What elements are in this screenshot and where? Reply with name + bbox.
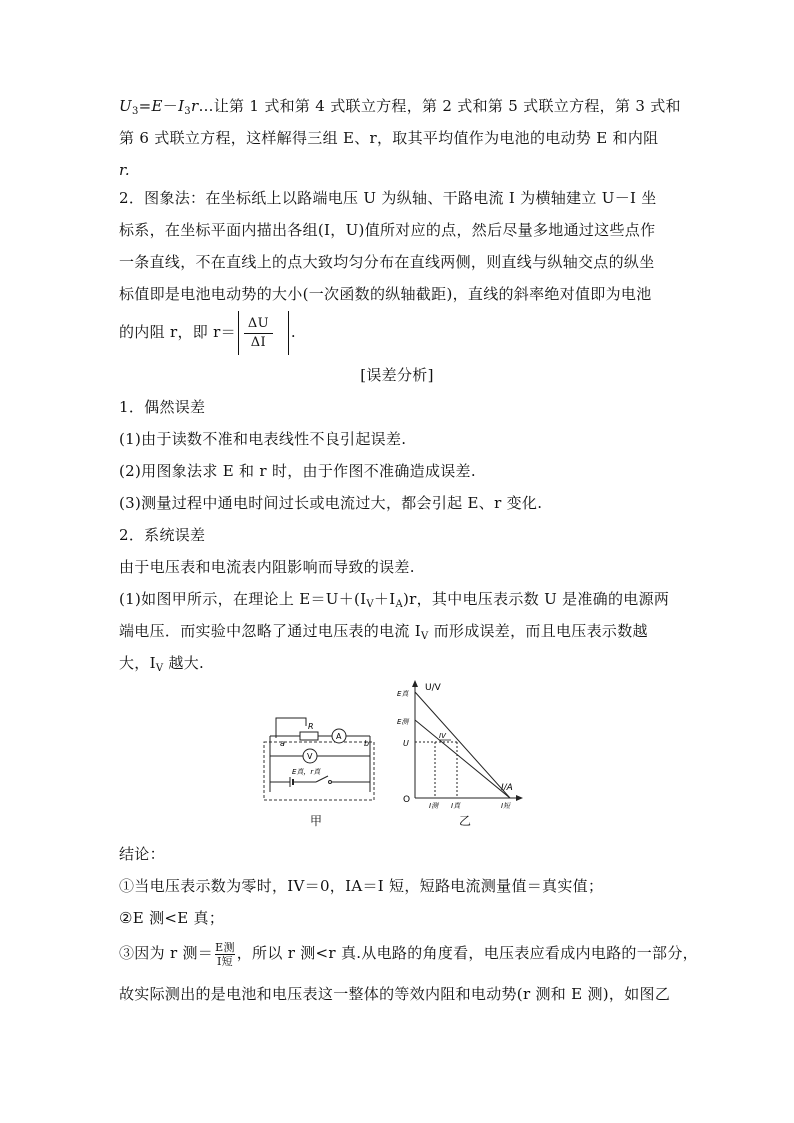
symbol-E: E (151, 97, 163, 115)
caption-a: 甲 (310, 814, 323, 828)
symbol-U: U (119, 97, 132, 115)
para2-line1: 2．图象法：在坐标纸上以路端电压 U 为纵轴、干路电流 I 为横轴建立 U－I 坐 (119, 189, 657, 207)
measured-line (415, 720, 510, 798)
subscript: V (155, 663, 164, 674)
fraction-dU-dI (244, 315, 273, 352)
conclusion-4: 故实际测出的是电池和电压表这一整体的等效内阻和电动势(r 测和 E 测)，如图乙 (119, 985, 671, 1003)
para1-line1 (119, 95, 681, 123)
para1-line2: 第 6 式联立方程，这样解得三组 E、r，取其平均值作为电池的电动势 E 和内阻 (119, 129, 659, 147)
text: ③因为 r 测＝ (119, 944, 214, 962)
circuit-diagram (258, 712, 380, 804)
denominator: ΔI (250, 334, 266, 350)
para2-line2: 标系，在坐标平面内描出各组(I，U)值所对应的点，然后尽量多地通过这些点作 (119, 221, 656, 239)
text: 越大. (163, 654, 205, 672)
text: 大，I (119, 654, 156, 672)
resistor-R (300, 732, 318, 740)
error-item-3: (3)测量过程中通电时间过长或电流过大，都会引起 E、r 变化. (119, 494, 543, 512)
subscript: V (421, 631, 429, 642)
para2-line4: 标值即是电池电动势的大小(一次函数的纵轴截距)，直线的斜率绝对值即为电池 (119, 285, 652, 303)
label-source: E真，r真 (292, 768, 321, 776)
true-line (415, 692, 510, 798)
text: (1)如图甲所示，在理论上 E＝U＋(I (119, 590, 367, 608)
error-item-2: (2)用图象法求 E 和 r 时，由于作图不准确造成误差. (119, 462, 476, 480)
text: ，所以 r 测<r 真.从电路的角度看，电压表应看成内电路的一部分， (236, 944, 698, 962)
label-a: a (280, 739, 285, 748)
label-R: R (308, 722, 314, 731)
E-true-label: E真 (397, 690, 409, 698)
subscript: V (366, 599, 374, 610)
system-error-line2 (119, 620, 648, 648)
equals: = (138, 97, 152, 115)
heading-system-error: 2．系统误差 (119, 526, 206, 544)
text: 而形成误差，而且电压表示数越 (428, 622, 648, 640)
period: . (290, 323, 296, 341)
section-title: [误差分析] (360, 366, 434, 384)
text: 的内阻 r，即 r＝ (119, 323, 236, 341)
text: …让第 1 式和第 4 式联立方程，第 2 式和第 5 式联立方程，第 3 式和 (198, 97, 681, 115)
label-V: V (307, 752, 313, 761)
switch (316, 776, 328, 782)
denominator: I短 (216, 954, 233, 968)
conclusion-3 (119, 935, 698, 971)
symbol-I: I (178, 97, 185, 115)
E-meas-label: E测 (397, 718, 409, 726)
subscript: 3 (184, 106, 191, 117)
caption-b: 乙 (459, 814, 472, 828)
heading-random-error: 1．偶然误差 (119, 398, 206, 416)
fraction-E-over-I (215, 941, 235, 968)
text: )r，其中电压表示数 U 是准确的电源两 (402, 590, 670, 608)
system-error-intro: 由于电压表和电流表内阻影响而导致的误差. (119, 558, 415, 576)
error-item-1: (1)由于读数不准和电表线性不良引起误差. (119, 430, 407, 448)
text: 端电压．而实验中忽略了通过电压表的电流 I (119, 622, 421, 640)
para2-line3: 一条直线，不在直线上的点大致均匀分布在直线两侧，则直线与纵轴交点的纵坐 (119, 253, 655, 271)
para2-line5 (119, 308, 296, 356)
x-axis-label: I/A (501, 783, 513, 793)
numerator: E测 (215, 940, 235, 954)
I-short-label: I短 (501, 802, 511, 810)
numerator: ΔU (244, 315, 273, 334)
system-error-line3 (119, 652, 204, 680)
conclusion-title: 结论： (119, 845, 165, 863)
Iv-label: IV (439, 732, 446, 740)
switch-contact (329, 781, 332, 784)
abs-bar-right (288, 311, 289, 355)
system-error-line1 (119, 588, 669, 616)
y-arrow (412, 680, 418, 687)
conclusion-1: ①当电压表示数为零时，IV＝0，IA＝I 短，短路电流测量值＝真实值； (119, 877, 604, 895)
y-axis-label: U/V (425, 683, 441, 693)
subscript: 3 (131, 106, 139, 117)
ui-graph (395, 676, 525, 812)
para1-line3: r. (119, 161, 130, 179)
minus: － (162, 97, 179, 115)
text: ＋I (373, 590, 396, 608)
conclusion-2: ②E 测<E 真； (119, 909, 225, 927)
I-meas-label: I测 (429, 802, 439, 810)
U-label: U (403, 739, 409, 748)
x-arrow (516, 795, 523, 801)
abs-bar-left (238, 311, 239, 355)
label-b: b (364, 739, 370, 748)
I-true-label: I真 (451, 802, 461, 810)
label-A: A (336, 732, 342, 741)
symbol-r: r (190, 97, 199, 115)
origin-label: O (403, 795, 411, 805)
subscript: A (395, 599, 403, 610)
